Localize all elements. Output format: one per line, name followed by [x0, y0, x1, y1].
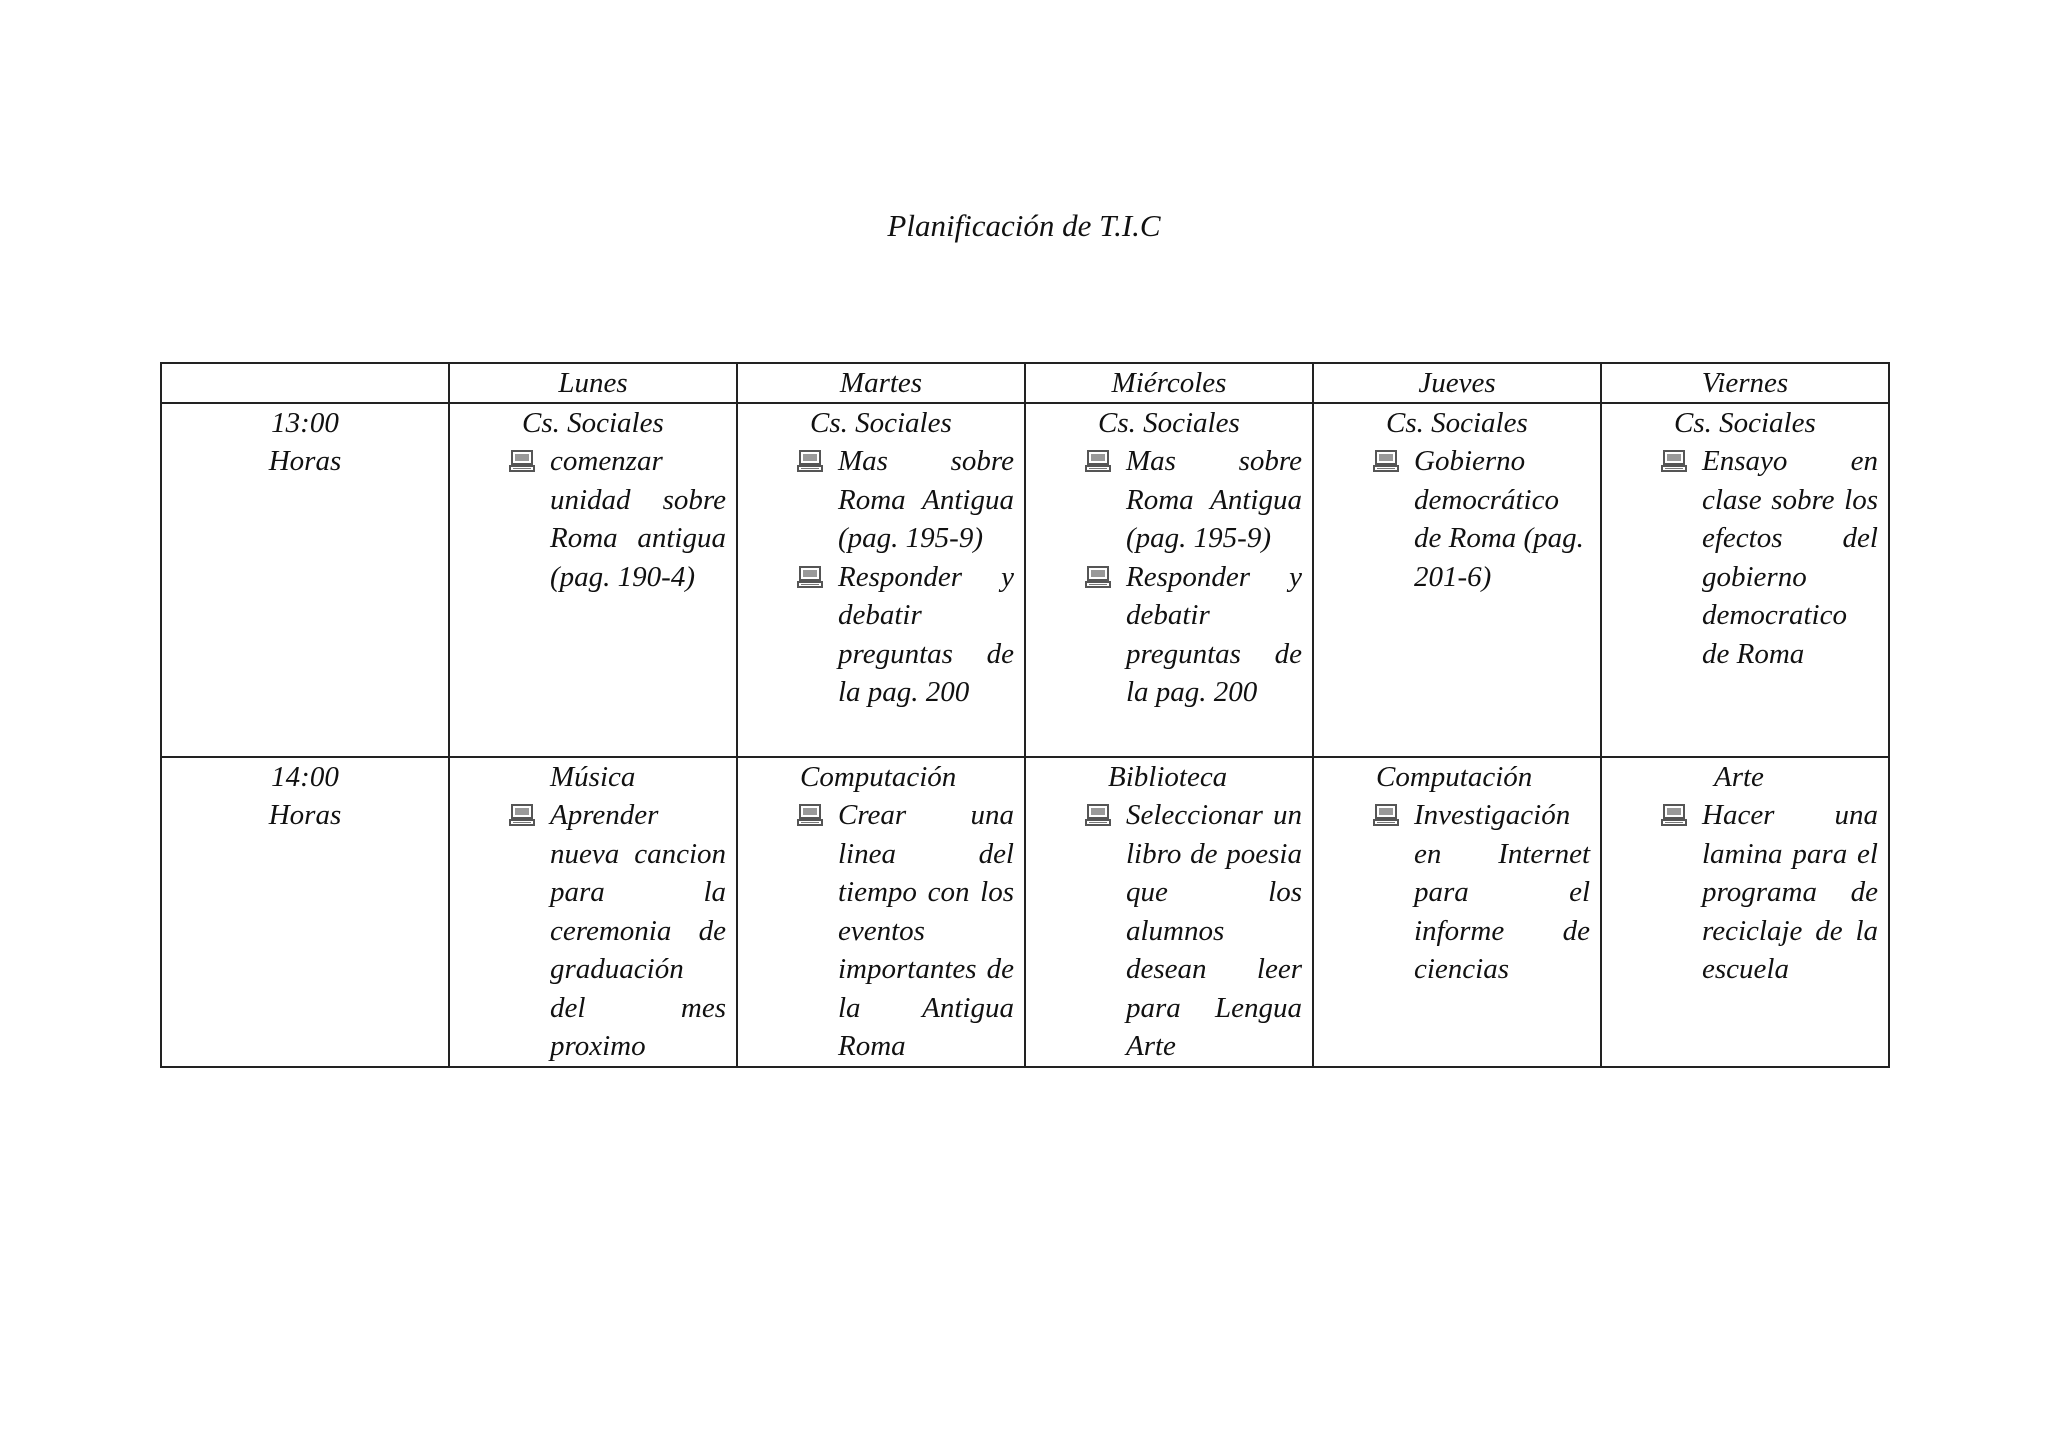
subject-label: Música	[550, 761, 636, 793]
schedule-cell-viernes	[1601, 403, 1889, 757]
day-header-viernes: Viernes	[1601, 363, 1889, 403]
schedule-cell-lunes	[449, 757, 737, 1067]
computer-icon	[1084, 801, 1112, 829]
computer-icon	[796, 563, 824, 591]
day-header-martes: Martes	[737, 363, 1025, 403]
subject-label: Cs. Sociales	[522, 407, 664, 439]
computer-icon	[508, 801, 536, 829]
time-unit: Horas	[268, 799, 342, 831]
schedule-cell-miercoles	[1025, 403, 1313, 757]
schedule-cell-martes	[737, 757, 1025, 1067]
activity-item	[1026, 558, 1302, 712]
activity-item	[1026, 796, 1302, 1066]
schedule-table	[160, 362, 1890, 1068]
time-unit: Horas	[268, 445, 342, 477]
activity-text: Seleccionar un libro de poesia que los alumnos desean leer para Lengua Arte	[1126, 799, 1302, 1062]
computer-icon	[1660, 447, 1688, 475]
schedule-cell-lunes	[449, 403, 737, 757]
activity-text: Aprender nueva cancion para la ceremonia de graduación del mes proximo	[550, 799, 726, 1062]
computer-icon	[1084, 447, 1112, 475]
day-header-miercoles: Miércoles	[1025, 363, 1313, 403]
time-cell	[161, 757, 449, 1067]
activity-text: Mas sobre Roma Antigua (pag. 195-9)	[1126, 445, 1302, 554]
computer-icon	[796, 801, 824, 829]
activity-item	[450, 442, 726, 596]
computer-icon	[1372, 801, 1400, 829]
schedule-cell-jueves	[1313, 757, 1601, 1067]
computer-icon	[796, 447, 824, 475]
activity-text: Gobierno democrático de Roma (pag. 201-6)	[1414, 445, 1584, 593]
subject-label: Computación	[800, 761, 957, 793]
subject-label: Cs. Sociales	[810, 407, 952, 439]
time-label: 13:00	[271, 407, 339, 439]
schedule-cell-jueves	[1313, 403, 1601, 757]
computer-icon	[1660, 801, 1688, 829]
time-cell	[161, 403, 449, 757]
activity-item	[738, 442, 1014, 558]
activity-text: Hacer una lamina para el programa de reciclaje de la escuela	[1702, 799, 1878, 985]
activity-item	[1314, 796, 1590, 989]
activity-text: Investigación en Internet para el informe de ciencias	[1414, 799, 1590, 985]
activity-text: Responder y debatir preguntas de la pag. 200	[838, 560, 1014, 708]
subject-label: Biblioteca	[1108, 761, 1228, 793]
activity-item	[1602, 442, 1878, 673]
subject-label: Computación	[1376, 761, 1533, 793]
activity-text: Crear una linea del tiempo con los eventos importantes de la Antigua Roma	[838, 799, 1014, 1062]
activity-item	[738, 558, 1014, 712]
activity-text: Responder y debatir preguntas de la pag. 200	[1126, 560, 1302, 708]
corner-cell	[161, 363, 449, 403]
page-title: Planificación de T.I.C	[887, 208, 1161, 243]
computer-icon	[1084, 563, 1112, 591]
time-label: 14:00	[271, 761, 339, 793]
subject-label: Cs. Sociales	[1098, 407, 1240, 439]
schedule-cell-martes	[737, 403, 1025, 757]
computer-icon	[1372, 447, 1400, 475]
activity-item	[450, 796, 726, 1066]
activity-item	[738, 796, 1014, 1066]
header-row	[161, 363, 1889, 403]
day-header-jueves: Jueves	[1313, 363, 1601, 403]
schedule-cell-miercoles	[1025, 757, 1313, 1067]
activity-item	[1602, 796, 1878, 989]
activity-text: Mas sobre Roma Antigua (pag. 195-9)	[838, 445, 1014, 554]
activity-text: comenzar unidad sobre Roma antigua (pag. 190-4)	[550, 445, 726, 593]
activity-item	[1314, 442, 1590, 596]
activity-item	[1026, 442, 1302, 558]
subject-label: Cs. Sociales	[1674, 407, 1816, 439]
time-row-1300	[161, 403, 1889, 757]
time-row-1400	[161, 757, 1889, 1067]
subject-label: Cs. Sociales	[1386, 407, 1528, 439]
day-header-lunes: Lunes	[449, 363, 737, 403]
subject-label: Arte	[1714, 761, 1764, 793]
computer-icon	[508, 447, 536, 475]
schedule-cell-viernes	[1601, 757, 1889, 1067]
activity-text: Ensayo en clase sobre los efectos del gobierno democratico de Roma	[1702, 445, 1878, 670]
